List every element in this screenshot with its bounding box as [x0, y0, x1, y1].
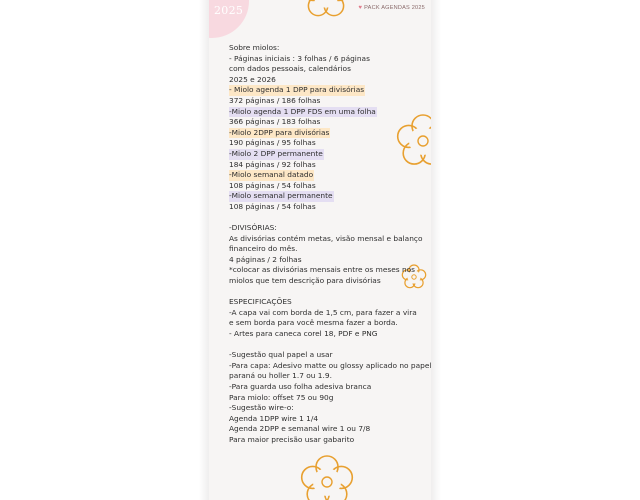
miolo-item: [229, 191, 427, 202]
miolo-detail: 190 páginas / 95 folhas: [229, 138, 316, 148]
text-line: financeiro do mês.: [229, 244, 298, 254]
text-line: Agenda 2DPP e semanal wire 1 ou 7/8: [229, 424, 371, 434]
story-text: [229, 43, 431, 446]
text-line: -A capa vai com borda de 1,5 cm, para fazer a vira: [229, 307, 417, 317]
page-shadow-left: [199, 0, 209, 500]
miolo-detail: 108 páginas / 54 folhas: [229, 180, 316, 190]
text-line: com dados pessoais, calendários: [229, 64, 351, 74]
text-line: Para maior precisão usar gabarito: [229, 434, 355, 444]
miolo-title: - Miolo agenda 1 DPP para divisórias: [229, 85, 365, 95]
flower-icon: [297, 0, 355, 24]
text-line: e sem borda para você mesma fazer a borda.: [229, 318, 398, 328]
page-shadow-right: [431, 0, 441, 500]
flower-icon: [295, 450, 359, 500]
miolo-item: [229, 107, 427, 118]
miolo-title: -Miolo 2DPP para divisórias: [229, 127, 330, 137]
text-line: 2025 e 2026: [229, 74, 276, 84]
text-line: -Para guarda uso folha adesiva branca: [229, 382, 372, 391]
text-line: miolos que tem descrição para divisórias: [229, 276, 381, 286]
miolo-detail: 108 páginas / 54 folhas: [229, 201, 316, 211]
section-heading: ESPECIFICAÇÕES: [229, 297, 292, 307]
section-heading: -DIVISÓRIAS:: [229, 223, 277, 233]
miolo-title: -Miolo semanal datado: [229, 170, 314, 180]
year-badge: [209, 0, 249, 38]
text-line: 4 páginas / 2 folhas: [229, 254, 302, 264]
section-heading: Sobre miolos:: [229, 43, 280, 52]
text-line: - Artes para caneca corel 18, PDF e PNG: [229, 329, 378, 339]
brand-label: PACK AGENDAS 2025: [364, 5, 425, 11]
miolo-detail: 372 páginas / 186 folhas: [229, 95, 321, 105]
year-label: 2025: [214, 4, 244, 17]
text-line: *colocar as divisórias mensais entre os meses nos: [229, 265, 416, 275]
heart-icon: ♥: [358, 5, 363, 11]
miolo-item: [229, 149, 427, 160]
text-line: Para miolo: offset 75 ou 90g: [229, 392, 334, 402]
miolo-title: -Miolo agenda 1 DPP FDS em uma folha: [229, 106, 376, 116]
miolo-detail: 184 páginas / 92 folhas: [229, 159, 316, 169]
story-page: [209, 0, 431, 500]
text-line: -Para capa: Adesivo matte ou glossy aplicado no papel: [229, 360, 431, 370]
text-line: Agenda 1DPP wire 1 1/4: [229, 413, 319, 423]
brand-tag: [358, 5, 425, 11]
miolo-item: [229, 85, 427, 96]
miolo-detail: 366 páginas / 183 folhas: [229, 117, 321, 127]
text-line: As divisórias contém metas, visão mensal e balanço: [229, 233, 423, 243]
text-line: paraná ou holler 1.7 ou 1.9.: [229, 371, 332, 381]
section-heading: -Sugestão qual papel a usar: [229, 350, 333, 360]
text-line: - Páginas iniciais : 3 folhas / 6 páginas: [229, 53, 370, 63]
miolo-item: [229, 128, 427, 139]
text-line: -Sugestão wire-o:: [229, 403, 294, 413]
miolo-title: -Miolo 2 DPP permanente: [229, 148, 323, 158]
miolo-item: [229, 170, 427, 181]
miolo-title: -Miolo semanal permanente: [229, 191, 333, 201]
